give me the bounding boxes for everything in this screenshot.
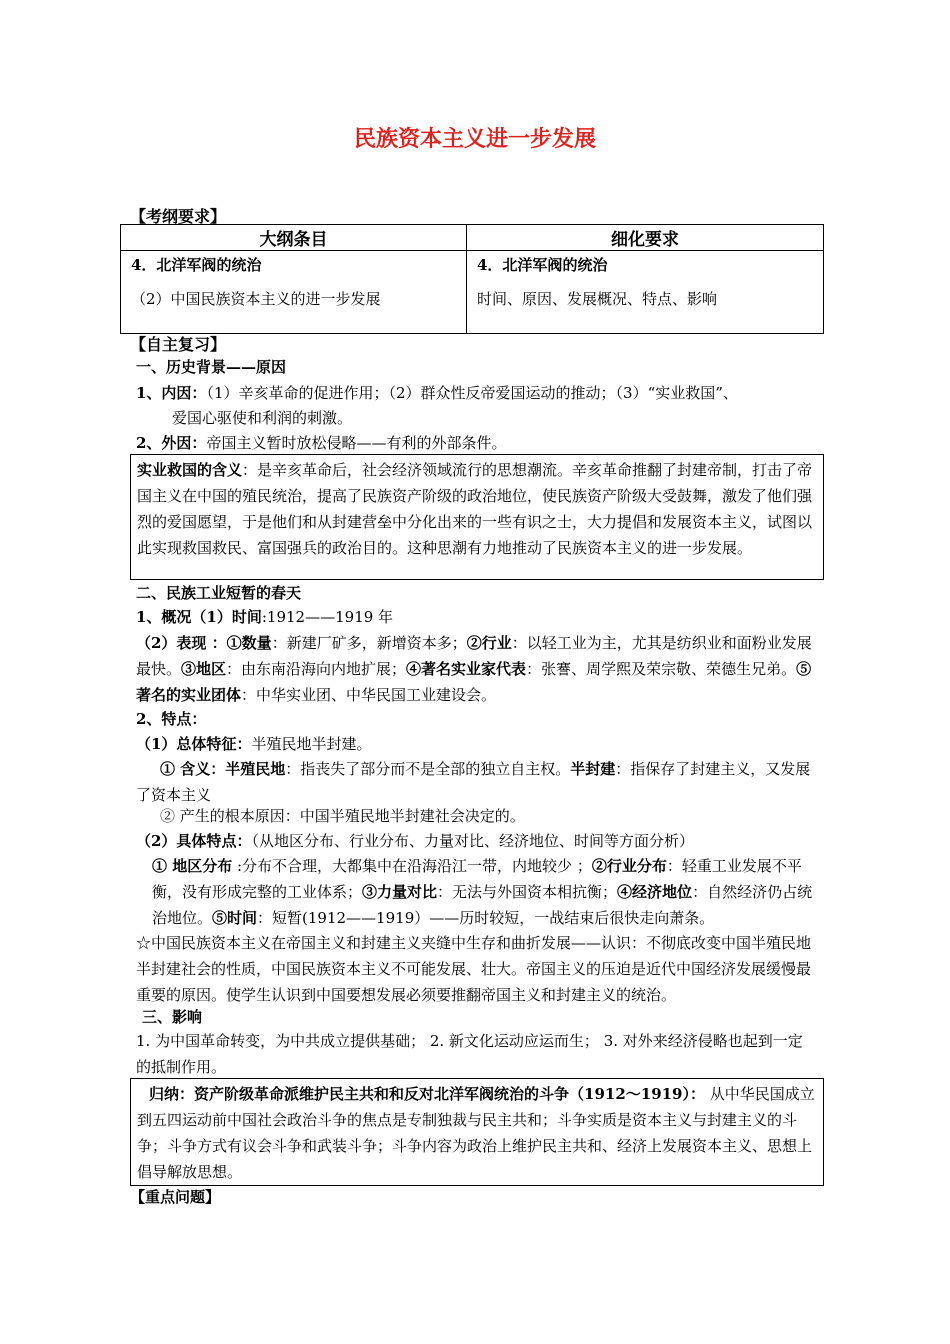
- overall-feature: [136, 733, 371, 754]
- t: ②行业: [466, 634, 512, 652]
- t: ⑤时间: [212, 909, 258, 927]
- summary-box: [130, 1078, 824, 1186]
- col-header-outline: 大纲条目: [121, 225, 467, 251]
- overview-time: [136, 606, 393, 627]
- text: 帝国主义暂时放松侵略——有利的外部条件。: [206, 434, 507, 452]
- t: ④著名实业家代表: [406, 660, 527, 678]
- root-cause: ② 产生的根本原因：中国半殖民地半封建社会决定的。: [160, 807, 525, 825]
- cell-line: （2）中国民族资本主义的进一步发展: [131, 290, 381, 308]
- t: （2）表现 ：: [136, 634, 227, 652]
- outline-table: [120, 224, 824, 334]
- t: ：指丧失了部分而不是全部的独立自主权。: [285, 760, 571, 778]
- t: ① 含义：半殖民地: [160, 760, 286, 778]
- review-heading: 【自主复习】: [130, 335, 227, 354]
- star-note: ☆中国民族资本主义在帝国主义和封建主义夹缝中生存和曲折发展——认识：不彻底改变中国半殖民地半封建社会的性质，中国民族资本主义不可能发展、壮大。帝国主义的压迫是近代中国经济发展缓慢最重要的原因。使学生认识到中国要想发展必须要推翻帝国主义和封建主义的统治。: [136, 934, 812, 1004]
- t: ③力量对比: [362, 883, 438, 901]
- internal-cause: [136, 382, 738, 403]
- box-text: ：是辛亥革命后，社会经济领域流行的思想潮流。辛亥革命推翻了封建帝制，打击了帝国主义在中国的殖民统治，提高了民族资产阶级的政治地位，使民族资产阶级大受鼓舞，激发了他们强烈的爱国愿望，于是他们和从封建营垒中分化出来的一些有识之士，大力提倡和发展资本主义，试图以此实现救国救民、富国强兵的政治目的。这种思潮有力地推动了民族资本主义的进一步发展。: [137, 461, 813, 557]
- t: ③地区: [181, 660, 227, 678]
- col-header-detail: 细化要求: [467, 225, 824, 251]
- t: ：中华实业团、中华民国工业建设会。: [241, 686, 497, 704]
- specific-features: [136, 830, 694, 851]
- cell-line: 4．北洋军阀的统治: [131, 256, 262, 274]
- key-issues-heading: 【重点问题】: [130, 1188, 221, 1206]
- section-3-heading: 三、影响: [142, 1008, 203, 1026]
- t: ①数量: [226, 634, 272, 652]
- t: ：由东南沿海向内地扩展；: [226, 660, 407, 678]
- t: ⑤著名的实业团体: [136, 660, 812, 704]
- text: （从地区分布、行业分布、力量对比、经济地位、时间等方面分析）: [251, 832, 694, 850]
- label: 1、概况（1）时间: [136, 608, 262, 626]
- t: ：张謇、周学熙及荣宗敬、荣德生兄弟。: [526, 660, 797, 678]
- text: （1）辛亥革命的促进作用；（2）群众性反帝爱国运动的推动；（3）“实业救国”、: [206, 384, 738, 402]
- box-text: 从中华民国成立到五四运动前中国社会政治斗争的焦点是专制独裁与民主共和；斗争实质是资本主义与封建主义的斗争；斗争方式有议会斗争和武装斗争；斗争内容为政治上维护民主共和、经济上发展资本主义、思想上倡导解放思想。: [137, 1085, 815, 1181]
- specific-features-paragraph: [152, 853, 818, 931]
- table-cell: [121, 251, 467, 334]
- label: （2）具体特点：: [136, 832, 252, 850]
- impact-paragraph: 1. 为中国革命转变，为中共成立提供基础； 2. 新文化运动应运而生； 3. 对外来经济侵略也起到一定的抵制作用。: [136, 1032, 803, 1076]
- box-label: 归纳：资产阶级革命派维护民主共和和反对北洋军阀统治的斗争（1912～1919）：: [149, 1085, 705, 1103]
- text: 半殖民地半封建。: [251, 735, 372, 753]
- t: ：自然经济仍占统治地位。: [152, 883, 813, 927]
- t: ④经济地位: [617, 883, 693, 901]
- label: 2、外因：: [136, 434, 207, 452]
- t: ：无法与外国资本相抗衡；: [437, 883, 618, 901]
- definition-box: [130, 454, 824, 580]
- label: （1）总体特征：: [136, 735, 252, 753]
- table-cell: [467, 251, 824, 334]
- t: ②行业分布: [591, 857, 667, 875]
- cell-line: 时间、原因、发展概况、特点、影响: [477, 290, 718, 308]
- t: ：轻重工业发展不平衡，没有形成完整的工业体系；: [152, 857, 802, 901]
- label: 1、内因：: [136, 384, 207, 402]
- t: ：短暂(1912——1919）——历时较短，一战结束后很快走向萧条。: [257, 909, 715, 927]
- cell-line: 4．北洋军阀的统治: [477, 256, 608, 274]
- external-cause: [136, 432, 506, 453]
- t: ：指保存了封建主义，又发展了资本主义: [136, 760, 811, 804]
- section-2-heading: 二、民族工业短暂的春天: [136, 584, 302, 602]
- internal-cause-cont: 爱国心驱使和利润的刺激。: [172, 409, 353, 427]
- performance-paragraph: [136, 630, 816, 708]
- t: ：新建厂矿多，新增资本多；: [271, 634, 467, 652]
- page-title: 民族资本主义进一步发展: [353, 127, 596, 152]
- t: 半封建: [570, 760, 616, 778]
- outline-heading: 【考纲要求】: [130, 207, 227, 226]
- t: ① 地区分布: [152, 857, 233, 875]
- box-label: 实业救国的含义: [137, 461, 243, 479]
- text: :1912——1919 年: [261, 608, 394, 626]
- meaning-paragraph: [136, 756, 816, 808]
- t: ：以轻工业为主，尤其是纺织业和面粉业发展最快。: [136, 634, 812, 678]
- t: :分布不合理，大都集中在沿海沿江一带，内地较少 ；: [232, 857, 592, 875]
- features-heading: 2、特点：: [136, 710, 207, 728]
- section-1-heading: 一、历史背景——原因: [136, 358, 287, 376]
